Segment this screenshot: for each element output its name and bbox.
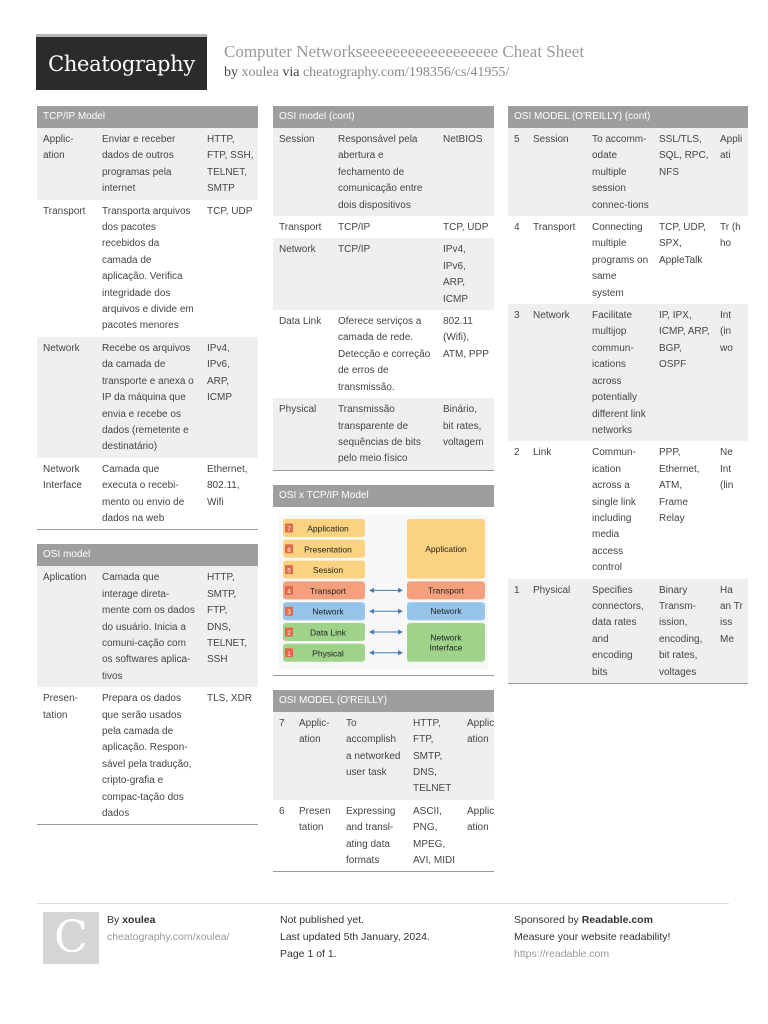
cell-ex: Ha an Tr iss Me [714, 579, 748, 683]
cell-proto: NetBIOS [437, 128, 494, 216]
table-row [273, 238, 494, 310]
footer-author-link[interactable]: xoulea [122, 914, 156, 926]
column-2 [273, 106, 494, 886]
cell-desc: Recebe os arquivos da camada de transporte e anexa o IP da máquina que envia e recebe os dados (remetente e destinatário) [96, 337, 201, 458]
table-row [273, 128, 494, 216]
osi-model-cont-section [273, 106, 494, 471]
osi-layer-number: 5 [287, 567, 291, 575]
sponsored-by: Sponsored by [514, 914, 579, 926]
cell-name: Presen tation [299, 805, 331, 834]
table-row [273, 712, 494, 800]
osi-layer-number: 4 [287, 588, 291, 596]
osi-layer-number: 6 [287, 546, 291, 554]
oreilly-table [273, 712, 494, 872]
cell-proto: 802.11 (Wifi), ATM, PPP [443, 316, 489, 360]
last-updated: Last updated 5th January, 2024. [280, 931, 430, 943]
section-title: OSI model (cont) [273, 106, 494, 128]
table-row [508, 579, 748, 683]
cell-desc: TCP/IP [338, 222, 371, 234]
tcpip-table [37, 128, 258, 529]
cell-proto: Binário, bit rates, voltagem [437, 398, 494, 470]
cell-name: Applic-ation [293, 712, 340, 800]
tcpip-layer-label: Application [425, 543, 467, 554]
cell-name: Data Link [279, 316, 322, 328]
osi-layer-label: Physical [312, 648, 344, 659]
cell-desc: Enviar e receber dados de outros programas pela internet [96, 128, 201, 200]
footer-profile-link[interactable]: cheatography.com/xoulea/ [107, 931, 230, 943]
osi-layer-label: Data Link [310, 627, 346, 638]
table-row [508, 216, 748, 304]
cell-name: Transport [43, 205, 86, 217]
cell-name: Network [37, 337, 96, 458]
table-row [37, 200, 258, 337]
cell-name: Physical [273, 398, 332, 470]
oreilly-section [273, 690, 494, 873]
osi-model-section [37, 544, 258, 825]
cell-ex: Tr (h ho [720, 222, 741, 250]
osi-layer-label: Application [307, 523, 349, 534]
column-1 [37, 106, 258, 839]
sponsor-url-link[interactable]: https://readable.com [514, 948, 610, 960]
page-number: Page 1 of 1. [280, 948, 337, 960]
cheatography-logo[interactable]: Cheatography [36, 34, 207, 90]
cell-desc: Responsável pela abertura e fechamento de comunicação entre dois dispositivos [332, 128, 437, 216]
author-avatar[interactable]: C [43, 912, 99, 964]
table-row [37, 337, 258, 458]
cell-desc: Prepara os dados que serão usados pela camada de aplicação. Respon-sável pela tradução, cripto-grafia e compac-tação dos dados [102, 693, 192, 820]
sheet-url-link[interactable]: cheatography.com/198356/cs/41955/ [302, 65, 510, 80]
byline-via: via [282, 65, 300, 80]
cell-name: Link [533, 447, 552, 459]
cell-name: Session [273, 128, 332, 216]
cell-proto: Binary Transm-ission, encoding, bit rates, voltages [653, 579, 714, 683]
cell-proto: HTTP, FTP, SSH, TELNET, SMTP [201, 128, 258, 200]
cell-n: 2 [514, 447, 520, 459]
sponsor-link[interactable]: Readable.com [581, 914, 653, 926]
osi-layer-number: 3 [287, 608, 291, 616]
cell-ex: Ne Int (lin [720, 447, 734, 492]
cell-proto: SSL/TLS, SQL, RPC, NFS [653, 128, 714, 216]
cell-proto: HTTP, FTP, SMTP, DNS, TELNET [407, 712, 461, 800]
table-row [508, 304, 748, 441]
cell-proto: PPP, Ethernet, ATM, Frame Relay [659, 447, 700, 524]
cell-ex: Int (in wo [714, 304, 748, 441]
footer-author [107, 912, 229, 946]
cell-ex: Applic ation [467, 805, 495, 834]
osi-table [37, 566, 258, 824]
cell-proto: IPv4, IPv6, ARP, ICMP [201, 337, 258, 458]
byline [224, 65, 584, 81]
cell-proto: IPv4, IPv6, ARP, ICMP [437, 238, 494, 310]
tcpip-layer-label: Network [430, 605, 462, 616]
cell-desc: Transmissão transparente de sequências de bits pelo meio físico [332, 398, 437, 470]
published-status: Not published yet. [280, 914, 365, 926]
sponsor-tagline: Measure your website readability! [514, 931, 671, 943]
section-title: OSI model [37, 544, 258, 566]
section-title: OSI MODEL (O'REILLY) [273, 690, 494, 712]
osi-tcpip-diagram [273, 507, 494, 675]
tcpip-model-section [37, 106, 258, 530]
byline-by: by [224, 65, 238, 80]
cell-name: Network [273, 238, 332, 310]
cell-name: Transport [533, 222, 576, 234]
cell-name: Aplication [37, 566, 96, 687]
section-title: OSI x TCP/IP Model [273, 485, 494, 507]
page-header [36, 34, 736, 90]
table-row [508, 441, 748, 578]
table-row [273, 800, 494, 872]
cell-proto: TCP, UDP [443, 222, 489, 234]
tcpip-layer-label: Interface [429, 642, 463, 653]
cell-desc: Transporta arquivos dos pacotes recebidos da camada de aplicação. Verifica integridade dos arquivos e divide em pacotes menores [102, 205, 194, 332]
tcpip-layer-label: Network [430, 632, 462, 643]
oreilly-cont-section [508, 106, 748, 684]
cell-n: 6 [279, 805, 285, 817]
cell-desc: Facilitate multijop commun-ications across potentially different link networks [586, 304, 653, 441]
cell-desc: Commun-ication across a single link including media access control [592, 447, 636, 574]
cell-n: 7 [273, 712, 293, 800]
cell-desc: To accomplish a networked user task [340, 712, 407, 800]
osi-layer-label: Presentation [304, 544, 352, 555]
section-title: TCP/IP Model [37, 106, 258, 128]
cell-ex: Appli ati [714, 128, 748, 216]
osi-tcpip-figure [279, 515, 488, 669]
footer-publish-info [280, 912, 430, 963]
table-row [273, 216, 494, 238]
osi-layer-label: Session [312, 564, 344, 575]
oreilly-cont-table [508, 128, 748, 683]
cell-desc: Specifies connectors, data rates and encoding bits [586, 579, 653, 683]
author-link[interactable]: xoulea [241, 65, 279, 80]
table-row [37, 687, 258, 824]
cell-proto: HTTP, SMTP, FTP, DNS, TELNET, SSH [201, 566, 258, 687]
cell-name: Network [527, 304, 586, 441]
footer-by: By [107, 914, 120, 926]
cell-ex: Applic ation [461, 712, 494, 800]
section-title: OSI MODEL (O'REILLY) (cont) [508, 106, 748, 128]
cell-name: Applic-ation [37, 128, 96, 200]
osi-layer-label: Transport [309, 585, 347, 596]
cell-desc: Expressing and transl-ating data formats [346, 805, 396, 866]
cell-proto: IP, IPX, ICMP, ARP, BGP, OSPF [653, 304, 714, 441]
osi-vs-tcpip-section [273, 485, 494, 676]
page-footer [37, 903, 729, 973]
table-row [37, 566, 258, 687]
cell-desc: To accomm-odate multiple session connec-tions [586, 128, 653, 216]
cell-proto: ASCII, PNG, MPEG, AVI, MIDI [413, 805, 456, 866]
footer-sponsor [514, 912, 670, 963]
cell-n: 3 [508, 304, 527, 441]
cell-name: Network Interface [43, 463, 82, 492]
cell-proto: TCP, UDP [207, 205, 253, 217]
cell-name: Session [527, 128, 586, 216]
cell-n: 1 [508, 579, 527, 683]
cell-name: Presen-tation [43, 693, 79, 721]
table-row [37, 458, 258, 530]
table-row [273, 310, 494, 398]
cell-proto: Ethernet, 802.11, Wifi [207, 463, 248, 508]
cell-desc: Camada que executa o recebi-mento ou envio de dados na web [102, 463, 185, 524]
osi-layer-number: 2 [287, 629, 291, 637]
table-row [37, 128, 258, 200]
cell-name: Transport [279, 222, 322, 234]
cell-name: Physical [527, 579, 586, 683]
title-block [224, 42, 584, 81]
cell-proto: TCP, UDP, SPX, AppleTalk [659, 222, 706, 266]
osi-layer-number: 1 [287, 650, 291, 658]
column-3 [508, 106, 743, 698]
cell-desc: Camada que interage direta-mente com os dados do usuário. Inicia a comuni-cação com os softwares aplica-tivos [96, 566, 201, 687]
osi-layer-label: Network [312, 606, 344, 617]
osi-layer-number: 7 [287, 525, 291, 533]
cell-desc: Connecting multiple programs on same system [592, 222, 649, 299]
tcpip-layer-label: Transport [427, 585, 465, 596]
osi-cont-table [273, 128, 494, 470]
sheet-title: Computer Networkseeeeeeeeeeeeeeeeee Cheat Sheet [224, 42, 585, 61]
table-row [273, 398, 494, 470]
cell-proto: TLS, XDR [207, 693, 253, 705]
cell-n: 5 [508, 128, 527, 216]
cell-desc: TCP/IP [332, 238, 437, 310]
table-row [508, 128, 748, 216]
cell-desc: Oferece serviços a camada de rede. Detecção e correção de erros de transmissão. [338, 316, 431, 393]
cell-n: 4 [514, 222, 520, 234]
